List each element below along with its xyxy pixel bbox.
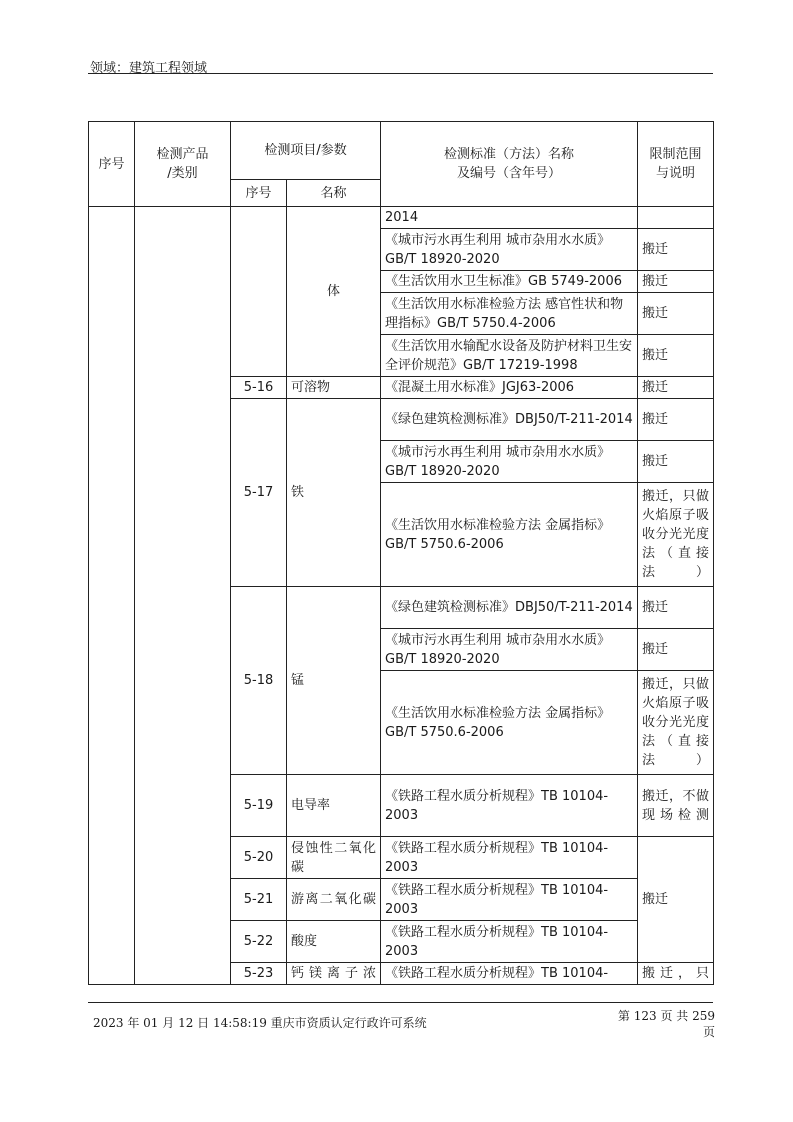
item-name: 游离二氧化碳 [287,879,381,921]
product-cell-empty [135,207,231,985]
standard-cell: 《生活饮用水卫生标准》GB 5749-2006 [381,271,638,293]
standard-cell: 《铁路工程水质分析规程》TB 10104-2003 [381,879,638,921]
header-item-group: 检测项目/参数 [231,122,381,180]
footer-page-number: 第 123 页 共 259 页 [617,1009,715,1039]
standard-cell: 《生活饮用水标准检验方法 金属指标》GB/T 5750.6-2006 [381,671,638,775]
standard-cell: 《铁路工程水质分析规程》TB 10104-2003 [381,775,638,837]
item-name: 体 [287,207,381,377]
item-name: 侵蚀性二氧化碳 [287,837,381,879]
item-name: 锰 [287,587,381,775]
item-name: 酸度 [287,921,381,963]
standard-cell: 《铁路工程水质分析规程》TB 10104- [381,963,638,985]
limit-cell: 搬迁 [638,377,714,399]
limit-cell: 搬迁，不做现场检测 [638,775,714,837]
item-seq: 5-18 [231,587,287,775]
standard-cell: 《铁路工程水质分析规程》TB 10104-2003 [381,921,638,963]
item-seq-cell-empty [231,207,287,377]
item-seq: 5-16 [231,377,287,399]
item-name: 钙镁离子浓 [287,963,381,985]
standard-cell: 《城市污水再生利用 城市杂用水水质》GB/T 18920-2020 [381,629,638,671]
standard-cell: 《绿色建筑检测标准》DBJ50/T-211-2014 [381,587,638,629]
standard-cell: 《铁路工程水质分析规程》TB 10104-2003 [381,837,638,879]
standard-cell: 《生活饮用水标准检验方法 感官性状和物理指标》GB/T 5750.4-2006 [381,293,638,335]
limit-cell: 搬迁 [638,271,714,293]
standard-cell: 《生活饮用水输配水设备及防护材料卫生安全评价规范》GB/T 17219-1998 [381,335,638,377]
header-divider [88,73,713,74]
seq-cell-empty [89,207,135,985]
item-name: 铁 [287,399,381,587]
item-seq: 5-19 [231,775,287,837]
item-seq: 5-20 [231,837,287,879]
standard-cell: 《城市污水再生利用 城市杂用水水质》GB/T 18920-2020 [381,441,638,483]
limit-cell: 搬迁 [638,629,714,671]
standard-cell: 《绿色建筑检测标准》DBJ50/T-211-2014 [381,399,638,441]
standard-cell: 2014 [381,207,638,229]
header-limit: 限制范围 与说明 [638,122,714,207]
item-seq: 5-17 [231,399,287,587]
item-name: 可溶物 [287,377,381,399]
limit-cell: 搬迁 [638,335,714,377]
limit-cell: 搬迁，只做火焰原子吸收分光光度法（直接法） [638,671,714,775]
limit-cell: 搬迁，只做火焰原子吸收分光光度法（直接法） [638,483,714,587]
standard-cell: 《城市污水再生利用 城市杂用水水质》GB/T 18920-2020 [381,229,638,271]
limit-cell [638,207,714,229]
header-seq: 序号 [89,122,135,207]
header-item-seq: 序号 [231,180,287,207]
item-name: 电导率 [287,775,381,837]
header-product-category: 检测产品 /类别 [135,122,231,207]
limit-cell: 搬迁 [638,441,714,483]
footer-divider [88,1002,713,1003]
item-seq: 5-22 [231,921,287,963]
item-seq: 5-23 [231,963,287,985]
limit-cell: 搬迁 [638,837,714,963]
footer-datetime-system: 2023 年 01 月 12 日 14:58:19 重庆市资质认定行政许可系统 [93,1016,427,1030]
limit-cell: 搬迁 [638,293,714,335]
header-standard: 检测标准（方法）名称 及编号（含年号） [381,122,638,207]
item-seq: 5-21 [231,879,287,921]
standard-cell: 《生活饮用水标准检验方法 金属指标》GB/T 5750.6-2006 [381,483,638,587]
standard-cell: 《混凝土用水标准》JGJ63-2006 [381,377,638,399]
limit-cell: 搬迁，只 [638,963,714,985]
limit-cell: 搬迁 [638,229,714,271]
limit-cell: 搬迁 [638,587,714,629]
page-header-domain: 领域：建筑工程领域 [90,61,208,76]
inspection-standards-table [88,121,714,985]
limit-cell: 搬迁 [638,399,714,441]
header-item-name: 名称 [287,180,381,207]
